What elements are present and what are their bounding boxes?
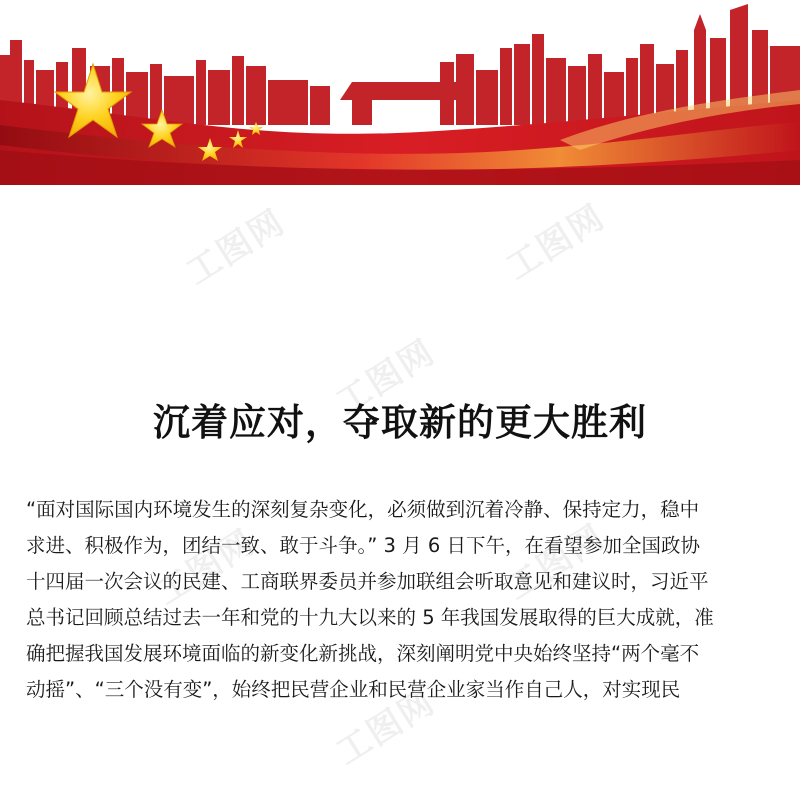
watermark: 工图网 <box>179 201 293 294</box>
watermark: 工图网 <box>499 516 613 609</box>
article-line: 确把握我国发展环境面临的新变化新挑战，深刻阐明党中央始终坚持“两个毫不 <box>26 642 700 665</box>
article-body <box>26 492 776 708</box>
article-line: “面对国际国内环境发生的深刻复杂变化，必须做到沉着冷静、保持定力，稳中 <box>26 498 700 521</box>
article-line: 求进、积极作为，团结一致、敢于斗争。” 3 月 6 日下午，在看望参加全国政协 <box>26 534 700 557</box>
watermark: 工图网 <box>329 681 443 774</box>
city-skyline <box>0 4 800 125</box>
header-banner <box>0 0 800 185</box>
watermark: 工图网 <box>149 521 263 614</box>
article-line: 动摇”、“三个没有变”，始终把民营企业和民营企业家当作自己人，对实现民 <box>26 678 681 701</box>
article-line: 十四届一次会议的民建、工商联界委员并参加联组会听取意见和建议时，习近平 <box>26 570 709 593</box>
article-title: 沉着应对，夺取新的更大胜利 <box>153 401 647 444</box>
watermark: 工图网 <box>329 331 443 424</box>
watermark: 工图网 <box>499 196 613 289</box>
article-line: 总书记回顾总结过去一年和党的十九大以来的 5 年我国发展取得的巨大成就，准 <box>26 606 714 629</box>
